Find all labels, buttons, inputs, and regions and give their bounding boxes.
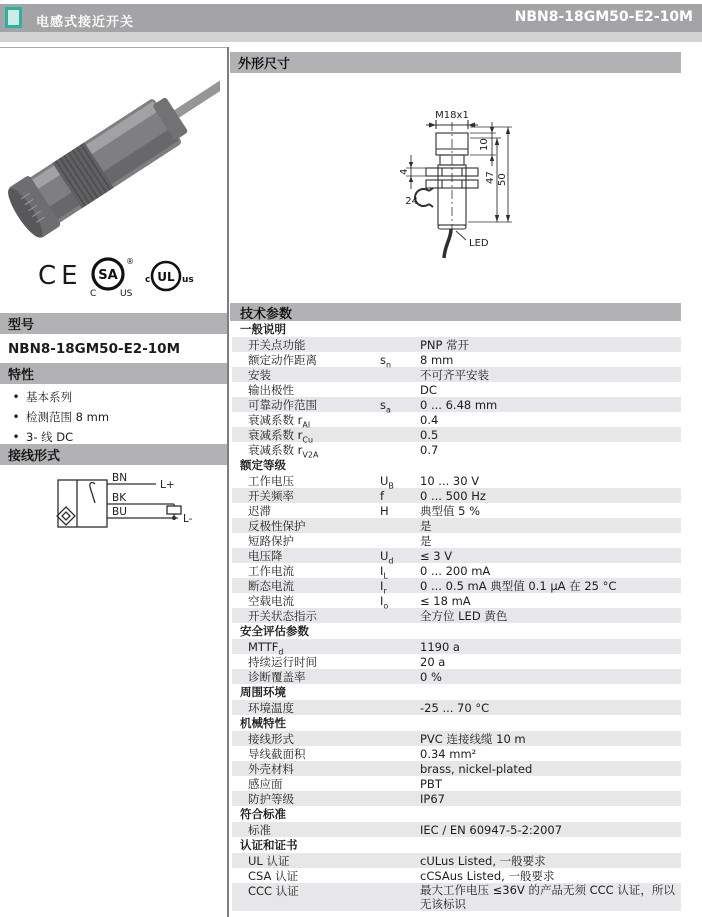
switch-contact-symbol (90, 483, 95, 503)
tech-row-value: 1190 a (420, 639, 460, 654)
tech-row (232, 518, 681, 533)
tech-row (232, 533, 681, 548)
svg-text:C: C (90, 289, 97, 299)
tech-row-symbol: $I_r$ (380, 579, 387, 596)
tech-row-label: CSA 认证 (248, 869, 299, 883)
section-title: 外形尺寸 (238, 57, 291, 72)
ce-mark: CE (38, 261, 83, 291)
dim-10: 10 (479, 138, 490, 151)
tech-row-label: 标准 (248, 823, 271, 837)
tech-row-label: 反极性保护 (248, 519, 306, 533)
tech-section-title: 周围环境 (240, 685, 286, 699)
tech-row-value: 0 ... 200 mA (420, 564, 491, 578)
tech-row-value: IP67 (420, 792, 445, 806)
wiring-diagram (28, 468, 223, 563)
tech-section-title: 安全评估参数 (240, 624, 309, 638)
tech-row-label: 衰减系数 $r_{V2A}$ (248, 443, 319, 460)
tech-row-value: cCSAus Listed, 一般要求 (420, 869, 555, 883)
header-sub-band (0, 32, 702, 42)
tech-row-value: ≤ 3 V (420, 549, 453, 563)
section-title: 技术参数 (240, 306, 293, 322)
tech-row-value: 20 a (420, 655, 446, 669)
tech-row-label: 衰减系数 $r_{Al}$ (248, 413, 311, 430)
csa-mark (90, 257, 134, 299)
tech-row (232, 883, 681, 911)
tech-row-value: ≤ 18 mA (420, 594, 471, 608)
tech-row-value: 0 ... 6.48 mm (420, 398, 498, 412)
ul-mark (145, 262, 194, 290)
wire-label-bn: BN (112, 472, 128, 484)
dim-50: 50 (497, 173, 508, 186)
feature-text: 检测范围 8 mm (26, 410, 110, 424)
tech-row-label: 额定动作距离 (248, 353, 317, 367)
tech-row-label: $MTTF_d$ (248, 639, 284, 656)
tech-row-label: 空载电流 (248, 594, 294, 608)
wire-label-bu: BU (112, 506, 127, 518)
dim-thread: M18x1 (435, 110, 469, 121)
section-bar-connection (0, 444, 227, 465)
tech-section-title: 认证和证书 (240, 838, 298, 852)
load-symbol (167, 506, 181, 514)
tech-row-label: 开关点功能 (248, 338, 306, 352)
feature-text: 3- 线 DC (26, 430, 74, 444)
tech-row (232, 473, 681, 491)
tech-row-value: cULus Listed, 一般要求 (420, 854, 546, 868)
section-title: 特性 (8, 368, 35, 383)
column-divider (227, 47, 229, 917)
photo-cell-top-border (0, 47, 229, 48)
tech-row (232, 488, 681, 503)
tech-row-value: 0 ... 0.5 mA 典型值 0.1 μA 在 25 °C (420, 579, 617, 593)
tech-row (232, 578, 681, 596)
svg-text:us: us (182, 275, 194, 285)
tech-row (232, 731, 681, 746)
tech-row (232, 337, 681, 352)
tech-row-label: 接线形式 (248, 732, 294, 746)
tech-row (232, 853, 681, 868)
tech-row (232, 746, 681, 761)
tech-row-symbol: $U_B$ (380, 474, 394, 491)
tech-section-title: 符合标准 (240, 807, 286, 821)
section-title: 接线形式 (8, 449, 61, 464)
section-bar-tech (230, 303, 681, 321)
tech-row (232, 791, 681, 806)
tech-row-label: 可靠动作范围 (248, 398, 317, 412)
tech-row-label: 开关状态指示 (248, 609, 317, 623)
tech-row (232, 776, 681, 791)
bullet-icon: • (12, 430, 20, 444)
section-bar-features (0, 363, 227, 384)
tech-row-label: 工作电流 (248, 564, 294, 578)
tech-row (232, 548, 681, 566)
dim-47: 47 (485, 171, 496, 184)
tech-row (232, 442, 681, 460)
tech-row-symbol: $s_a$ (380, 398, 391, 415)
tech-row-value: 不可齐平安装 (420, 368, 489, 382)
tech-row-symbol: f (380, 489, 385, 503)
tech-row-label: 短路保护 (248, 534, 294, 548)
tech-row-value: 最大工作电压 ≤36V 的产品无须 CCC 认证，所以无该标识 (420, 883, 675, 911)
product-photo (8, 52, 220, 247)
tech-row-value: 是 (420, 519, 432, 533)
tech-row (232, 352, 681, 370)
dim-4: 4 (399, 168, 410, 175)
tech-row-value: 0.4 (420, 413, 439, 427)
tech-row-label: 衰减系数 $r_{Cu}$ (248, 428, 314, 445)
tech-row (232, 761, 681, 776)
section-bar-dimensions (230, 52, 681, 73)
tech-row-symbol: $U_d$ (380, 549, 394, 566)
tech-row (232, 654, 681, 669)
header-model-number: NBN8-18GM50-E2-10M (514, 9, 693, 25)
page-title: 电感式接近开关 (36, 15, 135, 30)
tech-row-value: IEC / EN 60947-5-2:2007 (420, 823, 563, 837)
terminal-l-minus: L- (183, 513, 193, 525)
feature-item (6, 407, 221, 427)
tech-row-label: CCC 认证 (248, 884, 299, 898)
dim-24: 24 (405, 196, 418, 207)
tech-section-title: 机械特性 (240, 716, 286, 730)
tech-row-label: 防护等级 (248, 792, 294, 806)
tech-row (232, 397, 681, 415)
tech-row-value: 是 (420, 534, 432, 548)
bullet-icon: • (12, 390, 20, 404)
tech-row (232, 382, 681, 397)
dimension-drawing (230, 76, 681, 298)
led-label: LED (469, 238, 489, 249)
bullet-icon: • (12, 410, 20, 424)
feature-item (6, 387, 221, 407)
section-bar-model (0, 313, 227, 334)
tech-row-symbol: $I_o$ (380, 594, 389, 611)
tech-row-value: 8 mm (420, 353, 454, 367)
svg-text:UL: UL (157, 270, 175, 284)
wire-label-bk: BK (112, 492, 127, 504)
svg-text:®: ® (126, 257, 134, 266)
tech-row (232, 822, 681, 837)
tech-row (232, 669, 681, 684)
tech-row (232, 503, 681, 518)
tech-row (232, 608, 681, 623)
tech-row-value: 10 ... 30 V (420, 474, 480, 488)
section-title: 型号 (8, 318, 35, 333)
tech-row-value: -25 ... 70 °C (420, 701, 490, 715)
tech-row (232, 412, 681, 430)
svg-text:c: c (145, 275, 151, 285)
svg-text:SA: SA (98, 268, 118, 283)
tech-row-value: 0 % (420, 670, 442, 684)
tech-row (232, 563, 681, 581)
tech-row-value: brass, nickel-plated (420, 762, 533, 776)
features-list (6, 387, 221, 447)
tech-section-title: 一般说明 (240, 322, 286, 336)
tech-row-label: 持续运行时间 (248, 655, 317, 669)
model-number: NBN8-18GM50-E2-10M (8, 341, 181, 357)
tech-row-value: 典型值 5 % (420, 504, 481, 518)
inductive-sensor-symbol (57, 507, 75, 525)
tech-row-label: 外壳材料 (248, 762, 294, 776)
tech-row (232, 639, 681, 654)
tech-row-label: 电压降 (248, 549, 283, 563)
tech-row-label: 环境温度 (248, 701, 294, 715)
tech-row-symbol: $I_L$ (380, 564, 388, 581)
tech-row-label: 诊断覆盖率 (248, 670, 306, 684)
tech-table (232, 321, 681, 911)
tech-row (232, 593, 681, 611)
tech-row (232, 427, 681, 445)
tech-row-label: 开关频率 (248, 489, 294, 503)
tech-row (232, 700, 681, 715)
tech-row-value: 0.5 (420, 428, 439, 442)
tech-row-label: 迟滞 (248, 504, 271, 518)
brand-square-icon (5, 7, 22, 28)
tech-section-title: 额定等级 (240, 458, 286, 472)
tech-row-value: 0.34 mm² (420, 747, 477, 761)
tech-row-value: DC (420, 383, 437, 397)
tech-row-label: UL 认证 (248, 854, 290, 868)
svg-text:US: US (120, 289, 133, 299)
tech-row-label: 工作电压 (248, 474, 294, 488)
tech-row-value: 0 ... 500 Hz (420, 489, 486, 503)
tech-row-symbol: $s_n$ (380, 353, 392, 370)
tech-row-value: 全方位 LED 黄色 (420, 609, 508, 623)
certification-logos (28, 250, 203, 302)
tech-row-symbol: H (380, 504, 389, 518)
tech-row (232, 367, 681, 382)
tech-row-label: 导线截面积 (248, 747, 306, 761)
tech-row-value: PNP 常开 (420, 338, 470, 352)
tech-row-value: PVC 连接线缆 10 m (420, 732, 526, 746)
tech-row-label: 安装 (248, 368, 271, 382)
tech-row-label: 感应面 (248, 777, 283, 791)
tech-row-label: 输出极性 (248, 383, 294, 397)
tech-row (232, 868, 681, 883)
tech-row-value: 0.7 (420, 443, 439, 457)
terminal-l-plus: L+ (160, 479, 175, 491)
tech-row-value: PBT (420, 777, 442, 791)
feature-text: 基本系列 (26, 390, 72, 404)
cable-outline (444, 229, 451, 258)
tech-row-label: 断态电流 (248, 579, 294, 593)
